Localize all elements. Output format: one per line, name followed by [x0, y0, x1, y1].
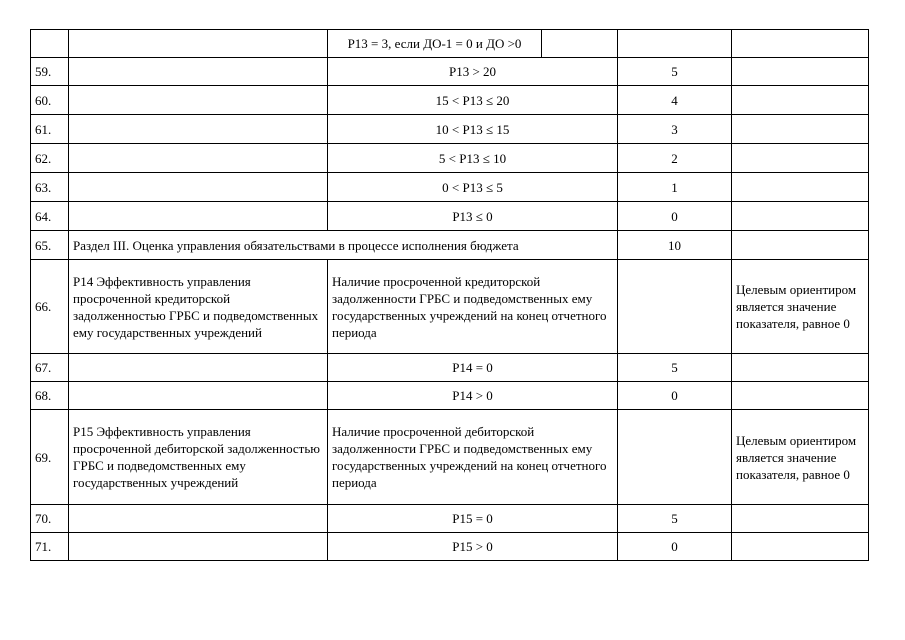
note-cell	[732, 202, 869, 231]
score-cell	[618, 260, 732, 354]
indicator-name	[69, 533, 328, 561]
criterion-cell: 0 < Р13 ≤ 5	[328, 173, 618, 202]
score-cell: 5	[618, 505, 732, 533]
note-cell	[732, 533, 869, 561]
note-cell	[732, 354, 869, 382]
table-row	[31, 231, 869, 260]
table-row	[31, 533, 869, 561]
criterion-cell: 10 < Р13 ≤ 15	[328, 115, 618, 144]
empty-cell	[542, 30, 618, 58]
criterion-cell: 5 < Р13 ≤ 10	[328, 144, 618, 173]
criterion-cell: Р15 = 0	[328, 505, 618, 533]
table-row	[31, 115, 869, 144]
table-row	[31, 354, 869, 382]
indicator-name	[69, 505, 328, 533]
indicator-name: Р15 Эффективность управления просроченной дебиторской задолженностью ГРБС и подведомственных ему государственных учреждений	[69, 410, 328, 505]
score-cell: 1	[618, 173, 732, 202]
note-cell	[732, 505, 869, 533]
criterion-cell: Р13 ≤ 0	[328, 202, 618, 231]
note-cell	[732, 382, 869, 410]
row-number: 66.	[31, 260, 69, 354]
indicator-name	[69, 115, 328, 144]
indicator-name	[69, 354, 328, 382]
note-cell	[732, 58, 869, 86]
note-cell: Целевым ориентиром является значение показателя, равное 0	[732, 410, 869, 505]
section-heading: Раздел III. Оценка управления обязательствами в процессе исполнения бюджета	[69, 231, 618, 260]
note-cell	[732, 86, 869, 115]
score-cell: 3	[618, 115, 732, 144]
score-cell: 5	[618, 354, 732, 382]
criterion-cell: Р14 > 0	[328, 382, 618, 410]
indicator-name: Р14 Эффективность управления просроченной кредиторской задолженностью ГРБС и подведомственных ему государственных учреждений	[69, 260, 328, 354]
table-row	[31, 144, 869, 173]
indicator-name	[69, 202, 328, 231]
row-number: 61.	[31, 115, 69, 144]
row-number	[31, 30, 69, 58]
row-number: 62.	[31, 144, 69, 173]
score-cell: 5	[618, 58, 732, 86]
indicator-name	[69, 86, 328, 115]
row-number: 63.	[31, 173, 69, 202]
note-cell: Целевым ориентиром является значение показателя, равное 0	[732, 260, 869, 354]
criterion-cell: Р13 > 20	[328, 58, 618, 86]
criterion-cell: Р14 = 0	[328, 354, 618, 382]
table-row	[31, 202, 869, 231]
table-row	[31, 86, 869, 115]
score-cell: 0	[618, 533, 732, 561]
row-number: 70.	[31, 505, 69, 533]
score-cell: 10	[618, 231, 732, 260]
score-cell: 4	[618, 86, 732, 115]
row-number: 65.	[31, 231, 69, 260]
row-number: 68.	[31, 382, 69, 410]
row-number: 67.	[31, 354, 69, 382]
score-cell: 0	[618, 382, 732, 410]
row-number: 59.	[31, 58, 69, 86]
table-row	[31, 382, 869, 410]
score-cell: 2	[618, 144, 732, 173]
indicator-name	[69, 30, 328, 58]
note-cell	[732, 231, 869, 260]
row-number: 69.	[31, 410, 69, 505]
row-number: 71.	[31, 533, 69, 561]
row-number: 60.	[31, 86, 69, 115]
table-row	[31, 260, 869, 354]
indicator-name	[69, 382, 328, 410]
indicator-name	[69, 58, 328, 86]
table-row	[31, 58, 869, 86]
criterion-cell: Наличие просроченной дебиторской задолженности ГРБС и подведомственных ему государственных учреждений на конец отчетного периода	[328, 410, 618, 505]
note-cell	[732, 30, 869, 58]
score-cell	[618, 410, 732, 505]
criterion-cell: Наличие просроченной кредиторской задолженности ГРБС и подведомственных ему государственных учреждений на конец отчетного периода	[328, 260, 618, 354]
table-row	[31, 30, 869, 58]
criterion-cell: Р15 > 0	[328, 533, 618, 561]
evaluation-table	[30, 29, 869, 561]
note-cell	[732, 173, 869, 202]
note-cell	[732, 115, 869, 144]
note-cell	[732, 144, 869, 173]
row-number: 64.	[31, 202, 69, 231]
score-cell: 0	[618, 202, 732, 231]
indicator-name	[69, 173, 328, 202]
table-row	[31, 173, 869, 202]
table-row	[31, 505, 869, 533]
score-cell	[618, 30, 732, 58]
indicator-name	[69, 144, 328, 173]
criterion-cell: Р13 = 3, если ДО-1 = 0 и ДО >0	[328, 30, 542, 58]
table-row	[31, 410, 869, 505]
criterion-cell: 15 < Р13 ≤ 20	[328, 86, 618, 115]
